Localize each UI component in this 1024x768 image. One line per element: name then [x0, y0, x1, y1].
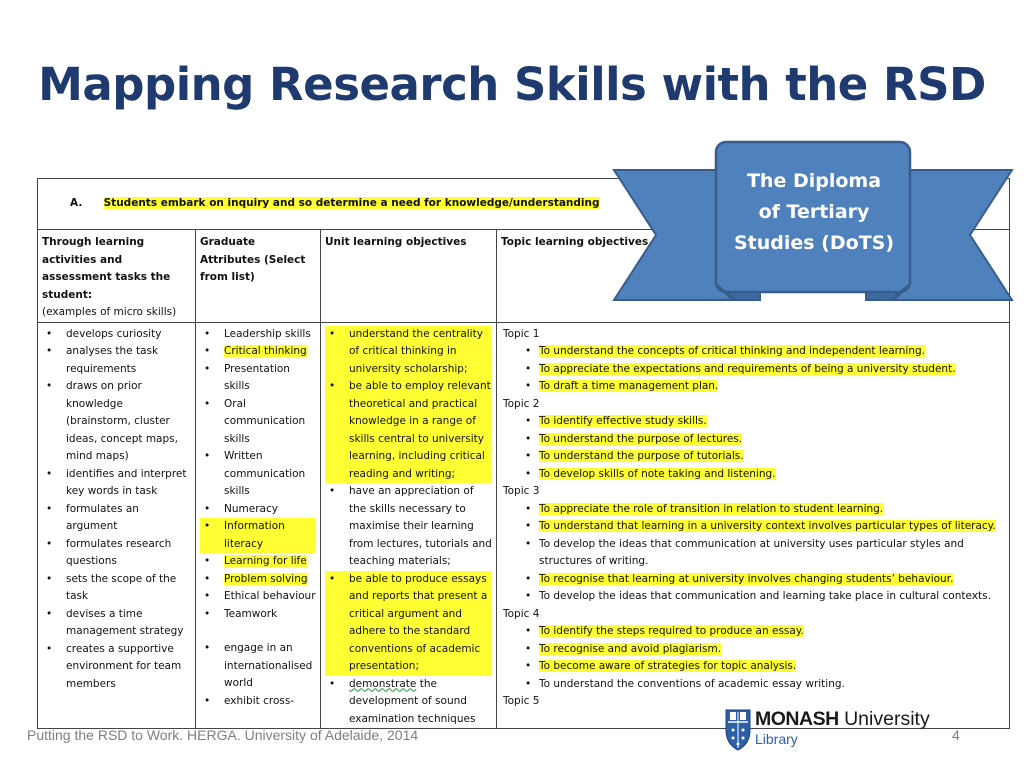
unit-objective-item: • be able to produce essays and reports that present a critical argument and adhere to the standard conventions of academic presentation; — [325, 571, 492, 676]
ribbon-label: The Diploma of Tertiary Studies (DoTS) — [733, 170, 895, 254]
attribute-item: • Oral communication skills — [200, 396, 316, 449]
attribute-item: • Leadership skills — [200, 326, 316, 344]
topic-objectives-cell — [497, 322, 1010, 729]
attribute-item: • Written communication skills — [200, 448, 316, 501]
topic-label: Topic 4 — [503, 607, 540, 620]
micro-skill-item: • draws on prior knowledge (brainstorm, cluster ideas, concept maps, mind maps) — [42, 378, 191, 466]
topic-objective-item: • To understand the purpose of lectures. — [503, 431, 1005, 449]
attributes-cell — [196, 322, 321, 729]
topic-objective-item: • To understand the conventions of academic essay writing. — [503, 676, 1005, 694]
topic-objective-item: • To develop skills of note taking and listening. — [503, 466, 1005, 484]
topic-objective-item: • To understand that learning in a university context involves particular types of literacy. — [503, 518, 1005, 536]
slide-title: Mapping Research Skills with the RSD — [38, 58, 986, 111]
unit-objective-item: • have an appreciation of the skills necessary to maximise their learning from lectures, tutorials and teaching materials; — [325, 483, 492, 571]
logo-wordmark: MONASH University — [755, 708, 930, 730]
section-a-letter: A. — [70, 197, 83, 210]
topic-objective-item: • To recognise that learning at university involves changing students’ behaviour. — [503, 571, 1005, 589]
micro-skill-item: • creates a supportive environment for team members — [42, 641, 191, 694]
micro-skill-item: • sets the scope of the task — [42, 571, 191, 606]
page-number: 4 — [952, 727, 960, 743]
logo-subtitle: Library — [755, 731, 798, 747]
topic-label: Topic 5 — [503, 695, 540, 707]
topic-objective-item: • To become aware of strategies for topic analysis. — [503, 658, 1005, 676]
content-row — [38, 322, 1010, 729]
section-a-heading: Students embark on inquiry and so determine a need for knowledge/understanding — [103, 197, 600, 210]
attribute-item: • engage in an internationalised world — [200, 640, 316, 693]
topic-objective-item: • To understand the concepts of critical thinking and independent learning. — [503, 343, 1005, 361]
topic-objective-item: • To develop the ideas that communication and learning take place in cultural contexts. — [503, 588, 1005, 606]
topic-label: Topic 1 — [503, 327, 540, 340]
topic-label: Topic 3 — [503, 485, 540, 497]
attribute-item: • Problem solving — [200, 571, 316, 589]
attribute-item: • exhibit cross- — [200, 693, 316, 711]
attribute-item: • Learning for life — [200, 553, 316, 571]
topic-objective-item: • To develop the ideas that communication at university uses particular styles and structures of writing. — [503, 536, 1005, 571]
micro-skill-item: • formulates an argument — [42, 501, 191, 536]
topic-objective-item: • To appreciate the expectations and requirements of being a university student. — [503, 361, 1005, 379]
unit-objective-item: • be able to employ relevant theoretical and practical knowledge in a range of skills central to university learning, including critical reading and writing; — [325, 378, 492, 483]
attribute-item: • Critical thinking — [200, 343, 316, 361]
micro-skill-item: • identifies and interpret key words in task — [42, 466, 191, 501]
topic-objective-item: • To identify effective study skills. — [503, 413, 1005, 431]
topic-label: Topic 2 — [503, 397, 540, 410]
topic-objective-item: • To draft a time management plan. — [503, 378, 1005, 396]
micro-skill-item: • devises a time management strategy — [42, 606, 191, 641]
micro-skill-item: • analyses the task requirements — [42, 343, 191, 378]
attribute-item: • Information literacy — [200, 518, 316, 553]
micro-skills-cell — [38, 322, 196, 729]
topic-objective-item: • To understand the purpose of tutorials. — [503, 448, 1005, 466]
unit-objective-item: • demonstrate the development of sound examination techniques — [325, 676, 492, 729]
attribute-item: • Teamwork — [200, 606, 316, 624]
unit-objectives-cell — [321, 322, 497, 729]
unit-objective-item: • understand the centrality of critical thinking in university scholarship; — [325, 326, 492, 379]
col-header-topic-objectives: Topic learning objectives — [497, 230, 1010, 323]
attribute-item: • Ethical behaviour — [200, 588, 316, 606]
attribute-item: • Presentation skills — [200, 361, 316, 396]
micro-skill-item: • formulates research questions — [42, 536, 191, 571]
micro-skill-item: • develops curiosity — [42, 326, 191, 344]
col-header-unit-objectives: Unit learning objectives — [321, 230, 497, 323]
topic-objective-item: • To identify the steps required to produce an essay. — [503, 623, 1005, 641]
topic-objective-item: • To appreciate the role of transition in relation to student learning. — [503, 501, 1005, 519]
topic-objective-item: • To recognise and avoid plagiarism. — [503, 641, 1005, 659]
col-header-activities: Through learning activities and assessment tasks the student: (examples of micro skills) — [38, 230, 196, 323]
col-header-attributes: Graduate Attributes (Select from list) — [196, 230, 321, 323]
slide-footer: Putting the RSD to Work. HERGA. University of Adelaide, 2014 — [27, 727, 419, 743]
attribute-item: • Numeracy — [200, 501, 316, 519]
